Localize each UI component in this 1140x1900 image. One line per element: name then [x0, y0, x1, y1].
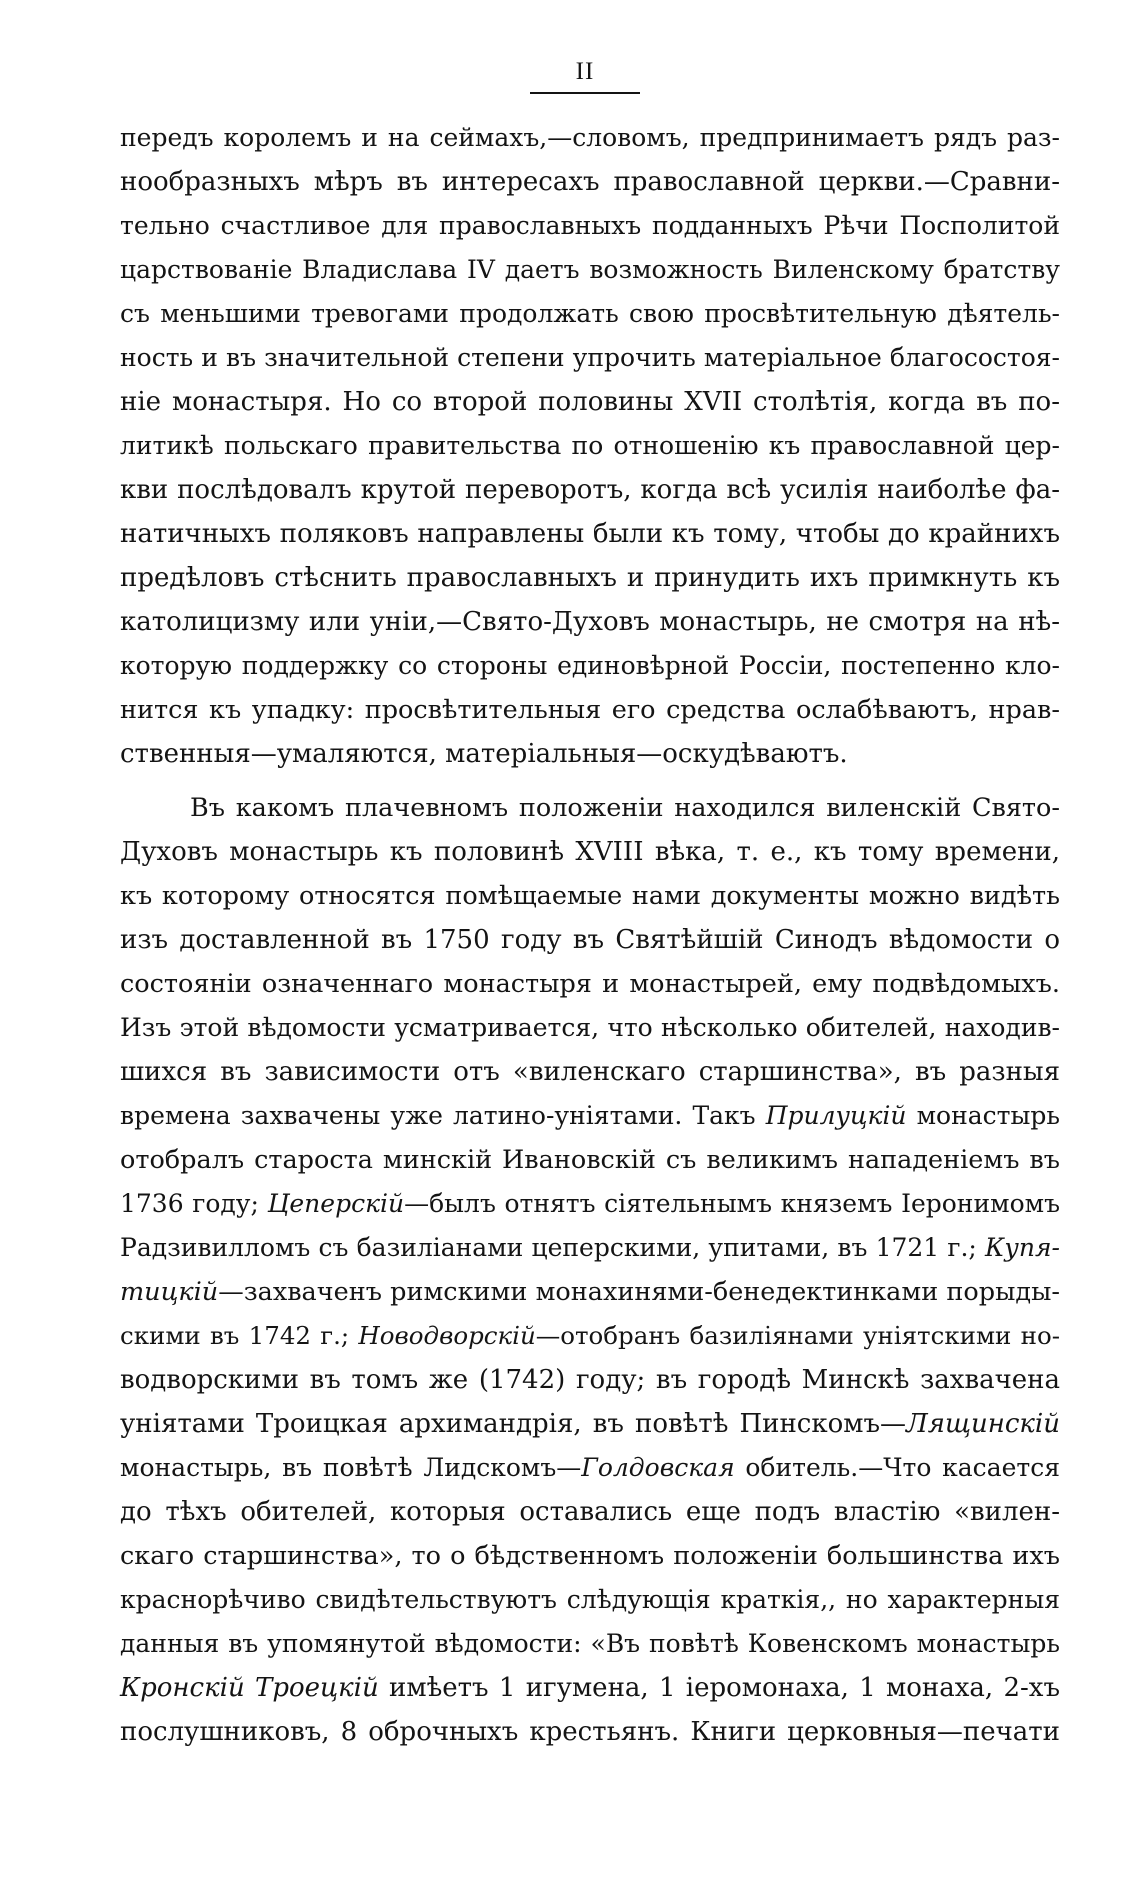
text-line: католицизму или уніи,—Свято-Духовъ монастырь, не смотря на нѣ- [120, 607, 1060, 637]
text-line: послушниковъ, 8 оброчныхъ крестьянъ. Книги церковныя—печати [120, 1717, 1060, 1747]
text-line: предѣловъ стѣснить православныхъ и принудить ихъ примкнуть къ [120, 563, 1060, 593]
text-line: краснорѣчиво свидѣтельствуютъ слѣдующія краткія,, но характерныя [120, 1585, 1060, 1614]
text-line: изъ доставленной въ 1750 году въ Святѣйшій Синодъ вѣдомости о [120, 925, 1060, 955]
italic-term: Лящинскій [906, 1409, 1060, 1439]
text-line: нится къ упадку: просвѣтительныя его средства ослабѣваютъ, нрав- [120, 695, 1060, 725]
text-line: Кронскій Троецкій имѣетъ 1 игумена, 1 іеромонаха, 1 монаха, 2-хъ [120, 1673, 1061, 1703]
text-line: данныя въ упомянутой вѣдомости: «Въ повѣтѣ Ковенскомъ монастырь [120, 1629, 1060, 1658]
page-header [530, 58, 640, 94]
paragraph-2 [120, 786, 1060, 1754]
italic-term: Кронскій Троецкій [120, 1673, 379, 1703]
italic-term: тицкій [120, 1277, 219, 1307]
italic-term: Купя- [985, 1233, 1060, 1262]
text-line: до тѣхъ обителей, которыя оставались еще подъ властію «вилен- [120, 1497, 1060, 1527]
text-line: шихся въ зависимости отъ «виленскаго старшинства», въ разныя [120, 1057, 1060, 1087]
italic-term: Новодворскій [358, 1321, 536, 1350]
text-line: тельно счастливое для православныхъ подданныхъ Рѣчи Посполитой [120, 211, 1060, 240]
header-rule [530, 92, 640, 94]
text-line: литикѣ польскаго правительства по отношенію къ православной цер- [120, 431, 1060, 460]
text-line: съ меньшими тревогами продолжать свою просвѣтительную дѣятель- [120, 299, 1060, 328]
text-line: Духовъ монастырь къ половинѣ XVIII вѣка, т. е., къ тому времени, [120, 837, 1060, 867]
text-line: 1736 году; Цеперскій—былъ отнятъ сіятельнымъ княземъ Іеронимомъ [120, 1189, 1060, 1218]
text-line: скаго старшинства», то о бѣдственномъ положеніи большинства ихъ [120, 1541, 1060, 1571]
paragraph-gap [120, 776, 1060, 786]
text-line: къ которому относятся помѣщаемые нами документы можно видѣть [120, 881, 1060, 911]
text-line: скими въ 1742 г.; Новодворскій—отобранъ базиліянами уніятскими но- [120, 1321, 1060, 1350]
text-line: монастырь, въ повѣтѣ Лидскомъ—Голдовская обитель.—Что касается [120, 1453, 1060, 1482]
paragraph-1 [120, 116, 1060, 776]
text-line: нообразныхъ мѣръ въ интересахъ православной церкви.—Сравни- [120, 167, 1060, 197]
text-line: Радзивилломъ съ базиліанами цеперскими, упитами, въ 1721 г.; Купя- [120, 1233, 1060, 1262]
text-line: тицкій—захваченъ римскими монахинями-бенедектинками порыды- [120, 1277, 1060, 1307]
text-line: передъ королемъ и на сеймахъ,—словомъ, предпринимаетъ рядъ раз- [120, 123, 1060, 152]
text-line: ніе монастыря. Но со второй половины XVII столѣтія, когда въ по- [120, 387, 1060, 417]
italic-term: Цеперскій [267, 1189, 405, 1218]
text-line: царствованіе Владислава IV даетъ возможность Виленскому братству [120, 255, 1060, 284]
text-line: натичныхъ поляковъ направлены были къ тому, чтобы до крайнихъ [120, 519, 1060, 549]
text-line: времена захвачены уже латино-уніятами. Такъ Прилуцкій монастырь [120, 1101, 1060, 1130]
text-line: Въ какомъ плачевномъ положеніи находился виленскій Свято- [190, 793, 1060, 823]
text-line: состояніи означеннаго монастыря и монастырей, ему подвѣдомыхъ. [120, 969, 1060, 999]
text-line: водворскими въ томъ же (1742) году; въ городѣ Минскѣ захвачена [120, 1365, 1060, 1395]
text-line: Изъ этой вѣдомости усматривается, что нѣсколько обителей, находив- [120, 1013, 1060, 1042]
text-line: отобралъ староста минскій Ивановскій съ великимъ нападеніемъ въ [120, 1145, 1060, 1175]
body-text [120, 116, 1060, 1754]
text-line: уніятами Троицкая архимандрія, въ повѣтѣ Пинскомъ—Лящинскій [120, 1409, 1060, 1439]
text-line: ность и въ значительной степени упрочить матеріальное благосостоя- [120, 343, 1060, 372]
text-line: кви послѣдовалъ крутой переворотъ, когда всѣ усилія наиболѣе фа- [120, 475, 1060, 505]
text-line: которую поддержку со стороны единовѣрной Россіи, постепенно кло- [120, 651, 1060, 680]
text-line: ственныя—умаляются, матеріальныя—оскудѣваютъ. [120, 739, 848, 769]
italic-term: Прилуцкій [765, 1101, 907, 1130]
italic-term: Голдовская [581, 1453, 735, 1482]
page-number: II [575, 58, 595, 85]
